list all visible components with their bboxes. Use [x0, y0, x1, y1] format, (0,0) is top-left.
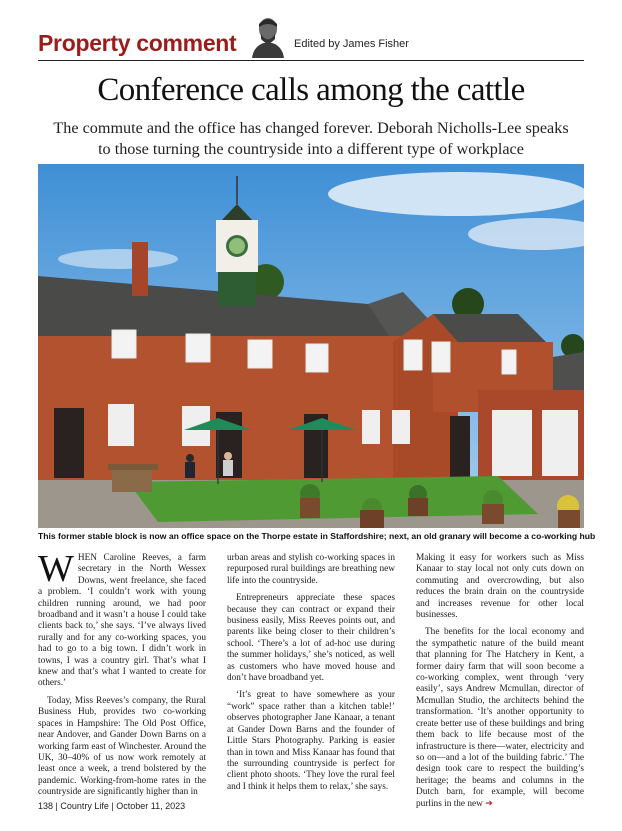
- header-rule: [38, 60, 584, 61]
- section-title: Property comment: [38, 30, 237, 56]
- page-header: [38, 28, 584, 60]
- article-column-3: [416, 553, 584, 816]
- article-column-2: [227, 553, 395, 799]
- paragraph-7-text: The benefits for the local economy and the sympathetic nature of the build meant that planning for The Hatchery in Kent, a former dairy farm that will soon become a co-working complex, went through ‘very easily’, says Andrew Mcmullan, director of Mcmullan Studio, the architects behind the transformation. ‘It’s another opportunity to create better use of these buildings and bring them back to life because most of the infrastructure is there—water, electricity and so on—and a lot of the building fabric.’ The design took care to respect the building’s heritage; the beams and columns in the Dutch barn, for example, will become purlins in the new: [416, 627, 584, 809]
- paragraph-7: [416, 627, 584, 810]
- paragraph-1: [38, 548, 206, 690]
- main-photo: [38, 164, 584, 528]
- stable-block-illustration: [38, 164, 584, 528]
- drop-cap: W: [38, 548, 74, 590]
- paragraph-2: Today, Miss Reeves’s company, the Rural Business Hub, provides two co-working spaces in Hampshire: The Old Post Office, near Andover, and Gander Down Barns on a working farm east of Winchester. Around the UK, 30–40% of us now work remotely at least once a week, a trend bolstered by the pandemic. Working-from-home rates in the countryside are significantly higher than in: [38, 695, 206, 798]
- page-folio: 138 | Country Life | October 11, 2023: [38, 801, 186, 811]
- paragraph-3: urban areas and stylish co-working spaces in repurposed rural buildings are breathing new life into the countryside.: [227, 553, 395, 586]
- article-column-1: [38, 548, 206, 805]
- standfirst: The commute and the office has changed forever. Deborah Nicholls-Lee speaks to those turning the countryside into a different type of workplace: [53, 119, 569, 158]
- paragraph-6: Making it easy for workers such as Miss Kanaar to stay local not only cuts down on commuting and overcrowding, but also reduces the brain drain on the countryside and increases revenue for other local businesses.: [416, 553, 584, 621]
- editor-credit: Edited by James Fisher: [294, 38, 409, 50]
- paragraph-1-text: HEN Caroline Reeves, a farm secretary in the North Wessex Downs, went freelance, she faced a problem. ‘I couldn’t work with young children running around, we had poor broadband and it wasn’t a house I could take clients back to,’ she says. ‘I’ve always lived rurally and for any co-working spaces, you had to go to a big town. I didn’t work in towns, I was a country girl. That’s what I knew and that’s what I wanted to create for others.’: [38, 553, 206, 689]
- paragraph-5: ‘It’s great to have somewhere as your “work” space rather than a kitchen table!’ observes photographer Jane Kanaar, a tenant at Gander Down Barns and the founder of Little Stars Photography. Parking is easier than in town and Miss Kanaar has found that the surrounding countryside is perfect for client photo shoots. ‘They love the rural feel and I think it helps them to relax,’ she says.: [227, 690, 395, 792]
- headline: Conference calls among the cattle: [97, 72, 525, 108]
- paragraph-4: Entrepreneurs appreciate these spaces because they can contract or expand their business easily, Miss Reeves points out, and parents like being closer to their children’s school. ‘There’s a lot of ad-hoc use during the summer holidays,’ she’s noticed, as well as customers who have moved house and don’t have broadband yet.: [227, 593, 395, 684]
- continue-arrow-icon: ➔: [485, 798, 493, 809]
- photo-caption: This former stable block is now an office space on the Thorpe estate in Staffordshire; next, an old granary will become a co-working hub: [38, 531, 596, 541]
- editor-portrait-icon: [250, 14, 286, 58]
